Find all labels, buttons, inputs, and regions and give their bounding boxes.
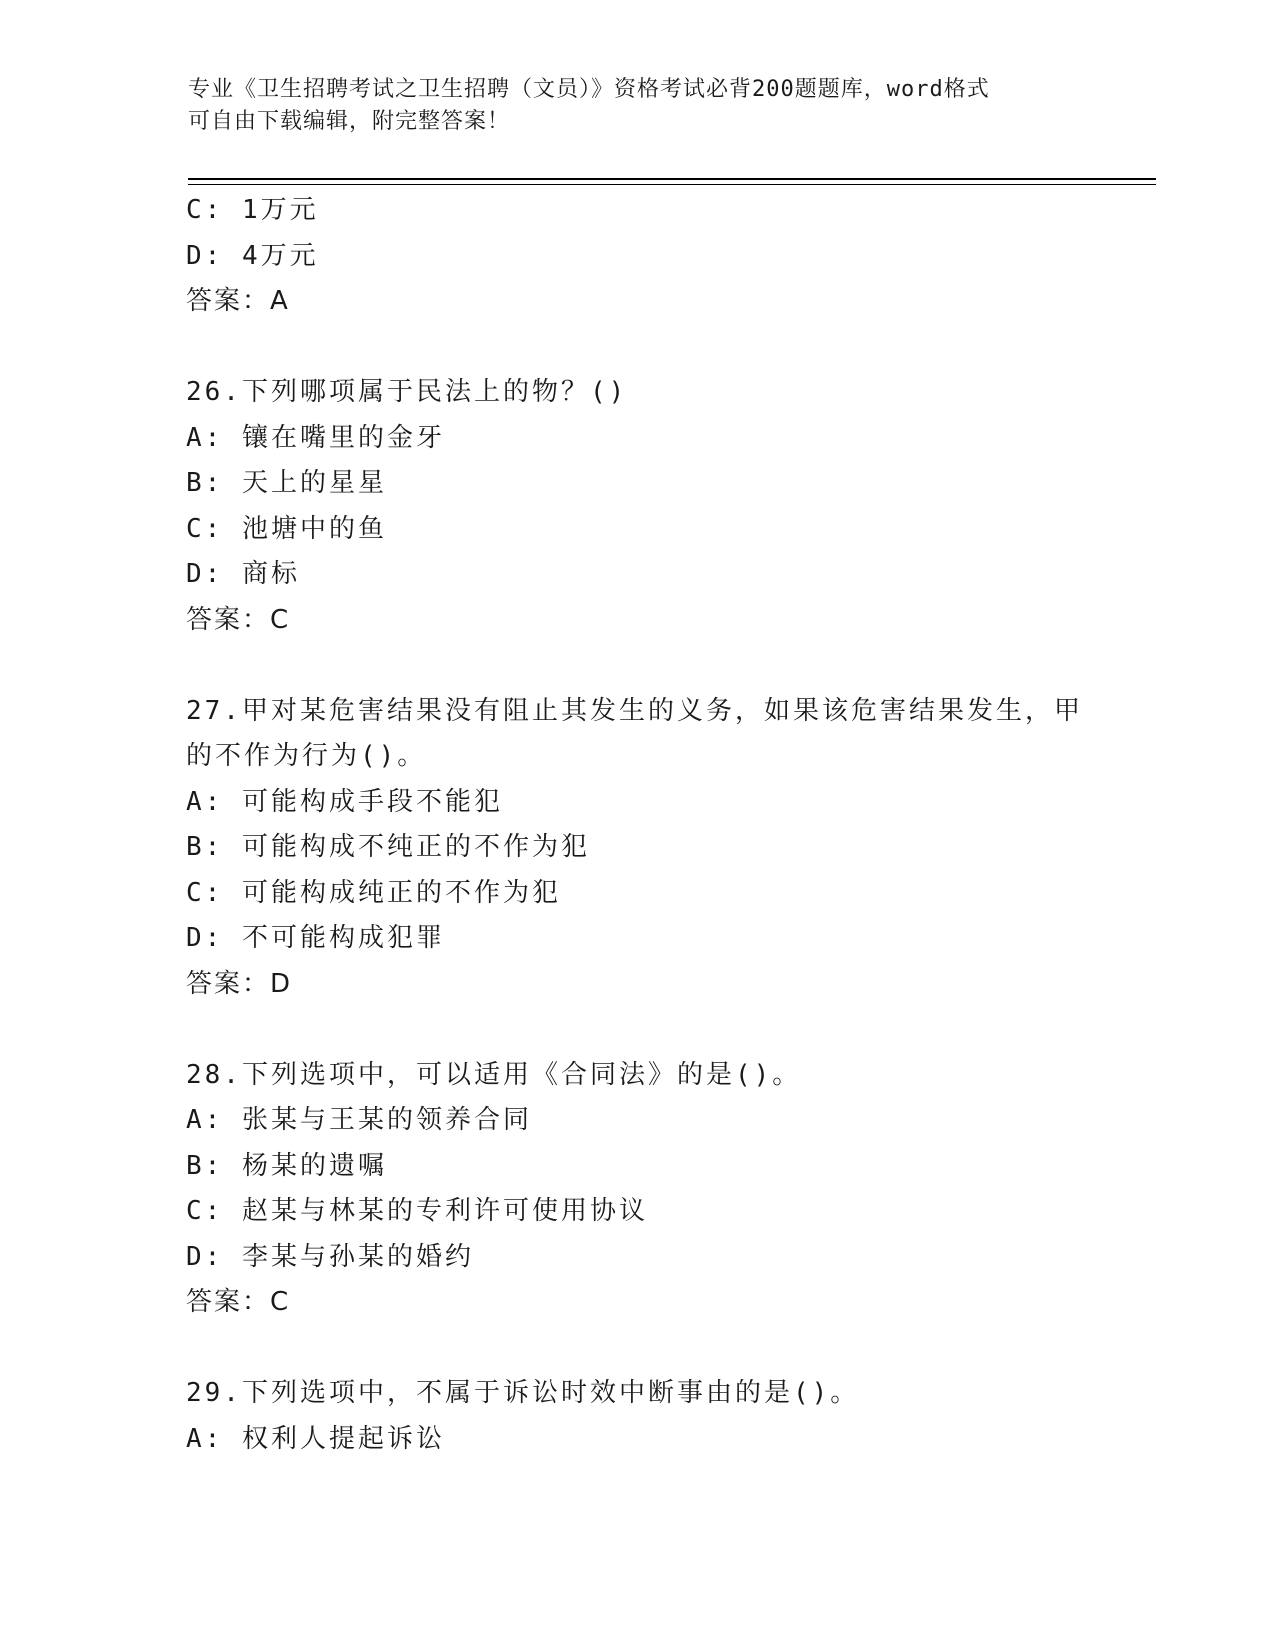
question-block bbox=[186, 1053, 1086, 1326]
question-block bbox=[186, 370, 1086, 643]
header-divider-thin bbox=[188, 184, 1156, 185]
option-c: C: 可能构成纯正的不作为犯 bbox=[186, 877, 561, 908]
option-a: A: 镶在嘴里的金牙 bbox=[186, 422, 445, 453]
answer-line: 答案：C bbox=[186, 1287, 291, 1317]
question-block bbox=[186, 1371, 1086, 1462]
header-title-line-1: 专业《卫生招聘考试之卫生招聘（文员）》资格考试必背200题题库，word格式 bbox=[188, 77, 990, 102]
question-stem: 27.甲对某危害结果没有阻止其发生的义务，如果该危害结果发生，甲 bbox=[186, 695, 1083, 726]
question-stem: 26.下列哪项属于民法上的物？() bbox=[186, 377, 628, 407]
option-c: C: 1万元 bbox=[186, 195, 319, 225]
option-a: A: 权利人提起诉讼 bbox=[186, 1423, 445, 1454]
header-title-line-2: 可自由下载编辑，附完整答案！ bbox=[188, 109, 511, 134]
answer-line: 答案：D bbox=[186, 968, 293, 999]
spacer bbox=[186, 643, 1086, 689]
header-divider-thick bbox=[188, 178, 1156, 180]
answer-line: 答案：C bbox=[186, 604, 291, 635]
spacer bbox=[186, 325, 1086, 371]
answer-line: 答案：A bbox=[186, 286, 290, 316]
spacer bbox=[186, 1326, 1086, 1372]
option-d: D: 商标 bbox=[186, 559, 300, 589]
document-header bbox=[188, 74, 1068, 138]
option-c: C: 池塘中的鱼 bbox=[186, 513, 387, 544]
question-block bbox=[186, 689, 1086, 1008]
option-a: A: 张某与王某的领养合同 bbox=[186, 1105, 532, 1135]
option-c: C: 赵某与林某的专利许可使用协议 bbox=[186, 1196, 648, 1226]
option-d: D: 不可能构成犯罪 bbox=[186, 923, 445, 953]
carryover-block bbox=[186, 188, 1086, 325]
question-stem-continued: 的不作为行为()。 bbox=[186, 741, 427, 771]
option-a: A: 可能构成手段不能犯 bbox=[186, 786, 503, 817]
question-stem: 29.下列选项中，不属于诉讼时效中断事由的是()。 bbox=[186, 1378, 860, 1408]
question-stem: 28.下列选项中，可以适用《合同法》的是()。 bbox=[186, 1059, 802, 1090]
spacer bbox=[186, 1007, 1086, 1053]
option-b: B: 天上的星星 bbox=[186, 468, 387, 498]
option-b: B: 杨某的遗嘱 bbox=[186, 1150, 387, 1181]
option-b: B: 可能构成不纯正的不作为犯 bbox=[186, 832, 590, 862]
option-d: D: 李某与孙某的婚约 bbox=[186, 1241, 474, 1272]
question-content bbox=[186, 188, 1086, 1462]
option-d: D: 4万元 bbox=[186, 240, 319, 271]
